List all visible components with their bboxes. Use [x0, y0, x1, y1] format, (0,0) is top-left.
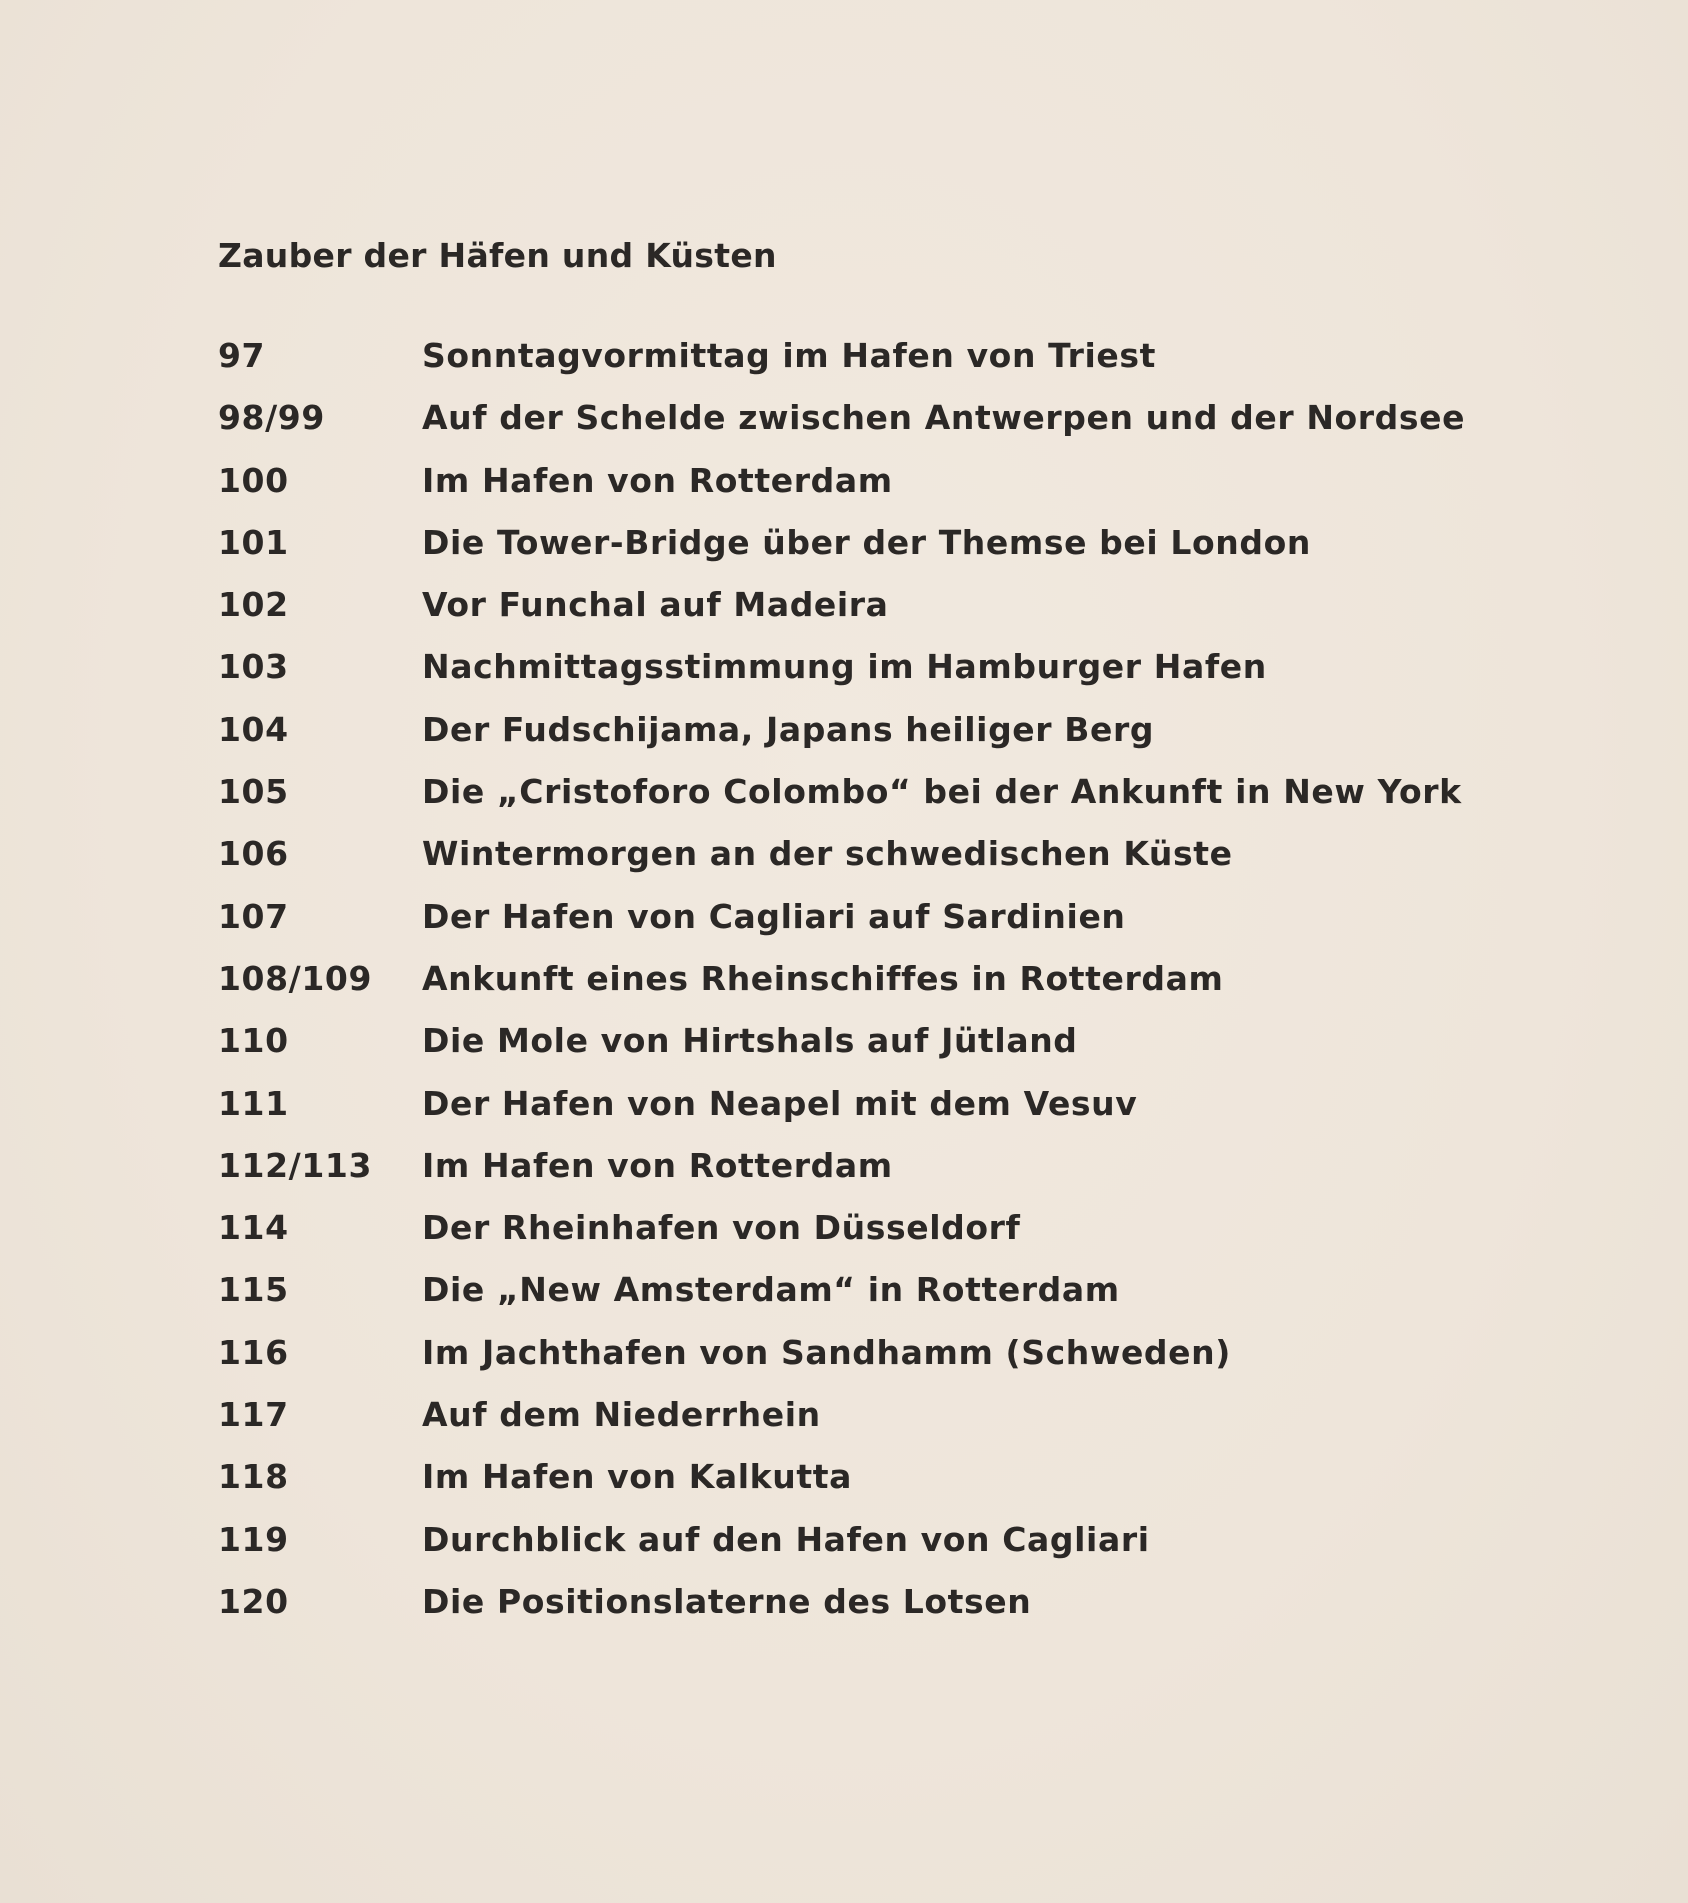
- plate-number: 114: [218, 1208, 289, 1248]
- list-item: [218, 1146, 1538, 1208]
- plate-number: 111: [218, 1083, 289, 1123]
- plate-title: Vor Funchal auf Madeira: [422, 585, 889, 625]
- plate-number: 105: [218, 772, 289, 812]
- list-item: [218, 834, 1538, 896]
- plate-number: 100: [218, 460, 289, 500]
- list-item: [218, 398, 1538, 460]
- plate-number: 97: [218, 336, 266, 375]
- plate-number: 103: [218, 647, 289, 687]
- list-item: [218, 959, 1538, 1021]
- plate-number: 118: [218, 1457, 289, 1497]
- plate-number: 102: [218, 585, 289, 625]
- plate-number: 108/109: [218, 958, 373, 998]
- list-item: [218, 710, 1538, 772]
- list-item: [218, 585, 1538, 647]
- plate-number: 106: [218, 834, 289, 874]
- list-item: [218, 461, 1538, 523]
- entry-list: [218, 336, 1538, 1644]
- plate-title: Im Jachthafen von Sandhamm (Schweden): [422, 1332, 1231, 1372]
- list-item: [218, 336, 1538, 398]
- plate-title: Der Rheinhafen von Düsseldorf: [422, 1208, 1021, 1248]
- plate-number: 104: [218, 709, 289, 749]
- list-item: [218, 772, 1538, 834]
- plate-title: Die „New Amsterdam“ in Rotterdam: [422, 1270, 1120, 1310]
- list-item: [218, 1270, 1538, 1332]
- plate-number: 112/113: [218, 1145, 373, 1185]
- plate-number: 119: [218, 1519, 289, 1559]
- plate-title: Sonntagvormittag im Hafen von Triest: [422, 336, 1157, 375]
- plate-title: Der Fudschijama, Japans heiliger Berg: [422, 709, 1155, 749]
- plate-title: Im Hafen von Kalkutta: [422, 1457, 852, 1497]
- list-item: [218, 1021, 1538, 1083]
- plate-title: Der Hafen von Neapel mit dem Vesuv: [422, 1083, 1138, 1123]
- plate-number: 115: [218, 1270, 289, 1310]
- plate-title: Auf dem Niederrhein: [422, 1395, 821, 1435]
- plate-title: Im Hafen von Rotterdam: [422, 460, 893, 500]
- list-item: [218, 1582, 1538, 1644]
- plate-title: Die Mole von Hirtshals auf Jütland: [422, 1021, 1078, 1061]
- list-item: [218, 1208, 1538, 1270]
- list-item: [218, 1457, 1538, 1519]
- plate-title: Nachmittagsstimmung im Hamburger Hafen: [422, 647, 1267, 687]
- plate-title: Die Positionslaterne des Lotsen: [422, 1581, 1032, 1621]
- plate-title: Die „Cristoforo Colombo“ bei der Ankunft in New York: [422, 772, 1462, 812]
- plate-number: 107: [218, 896, 289, 936]
- list-item: [218, 1333, 1538, 1395]
- list-item: [218, 1084, 1538, 1146]
- plate-number: 117: [218, 1395, 289, 1435]
- contents-section: [218, 228, 1538, 1644]
- plate-number: 110: [218, 1021, 289, 1061]
- plate-number: 116: [218, 1332, 289, 1372]
- list-item: [218, 647, 1538, 709]
- plate-title: Durchblick auf den Hafen von Cagliari: [422, 1519, 1150, 1559]
- plate-title: Die Tower-Bridge über der Themse bei London: [422, 522, 1311, 562]
- list-item: [218, 1520, 1538, 1582]
- plate-number: 101: [218, 522, 289, 562]
- list-item: [218, 897, 1538, 959]
- plate-title: Auf der Schelde zwischen Antwerpen und der Nordsee: [422, 398, 1466, 438]
- list-item: [218, 523, 1538, 585]
- plate-title: Ankunft eines Rheinschiffes in Rotterdam: [422, 958, 1224, 998]
- plate-title: Im Hafen von Rotterdam: [422, 1145, 893, 1185]
- plate-number: 98/99: [218, 398, 325, 438]
- plate-title: Der Hafen von Cagliari auf Sardinien: [422, 896, 1126, 936]
- plate-number: 120: [218, 1581, 289, 1621]
- list-item: [218, 1395, 1538, 1457]
- section-title: Zauber der Häfen und Küsten: [218, 236, 777, 275]
- plate-title: Wintermorgen an der schwedischen Küste: [422, 834, 1233, 874]
